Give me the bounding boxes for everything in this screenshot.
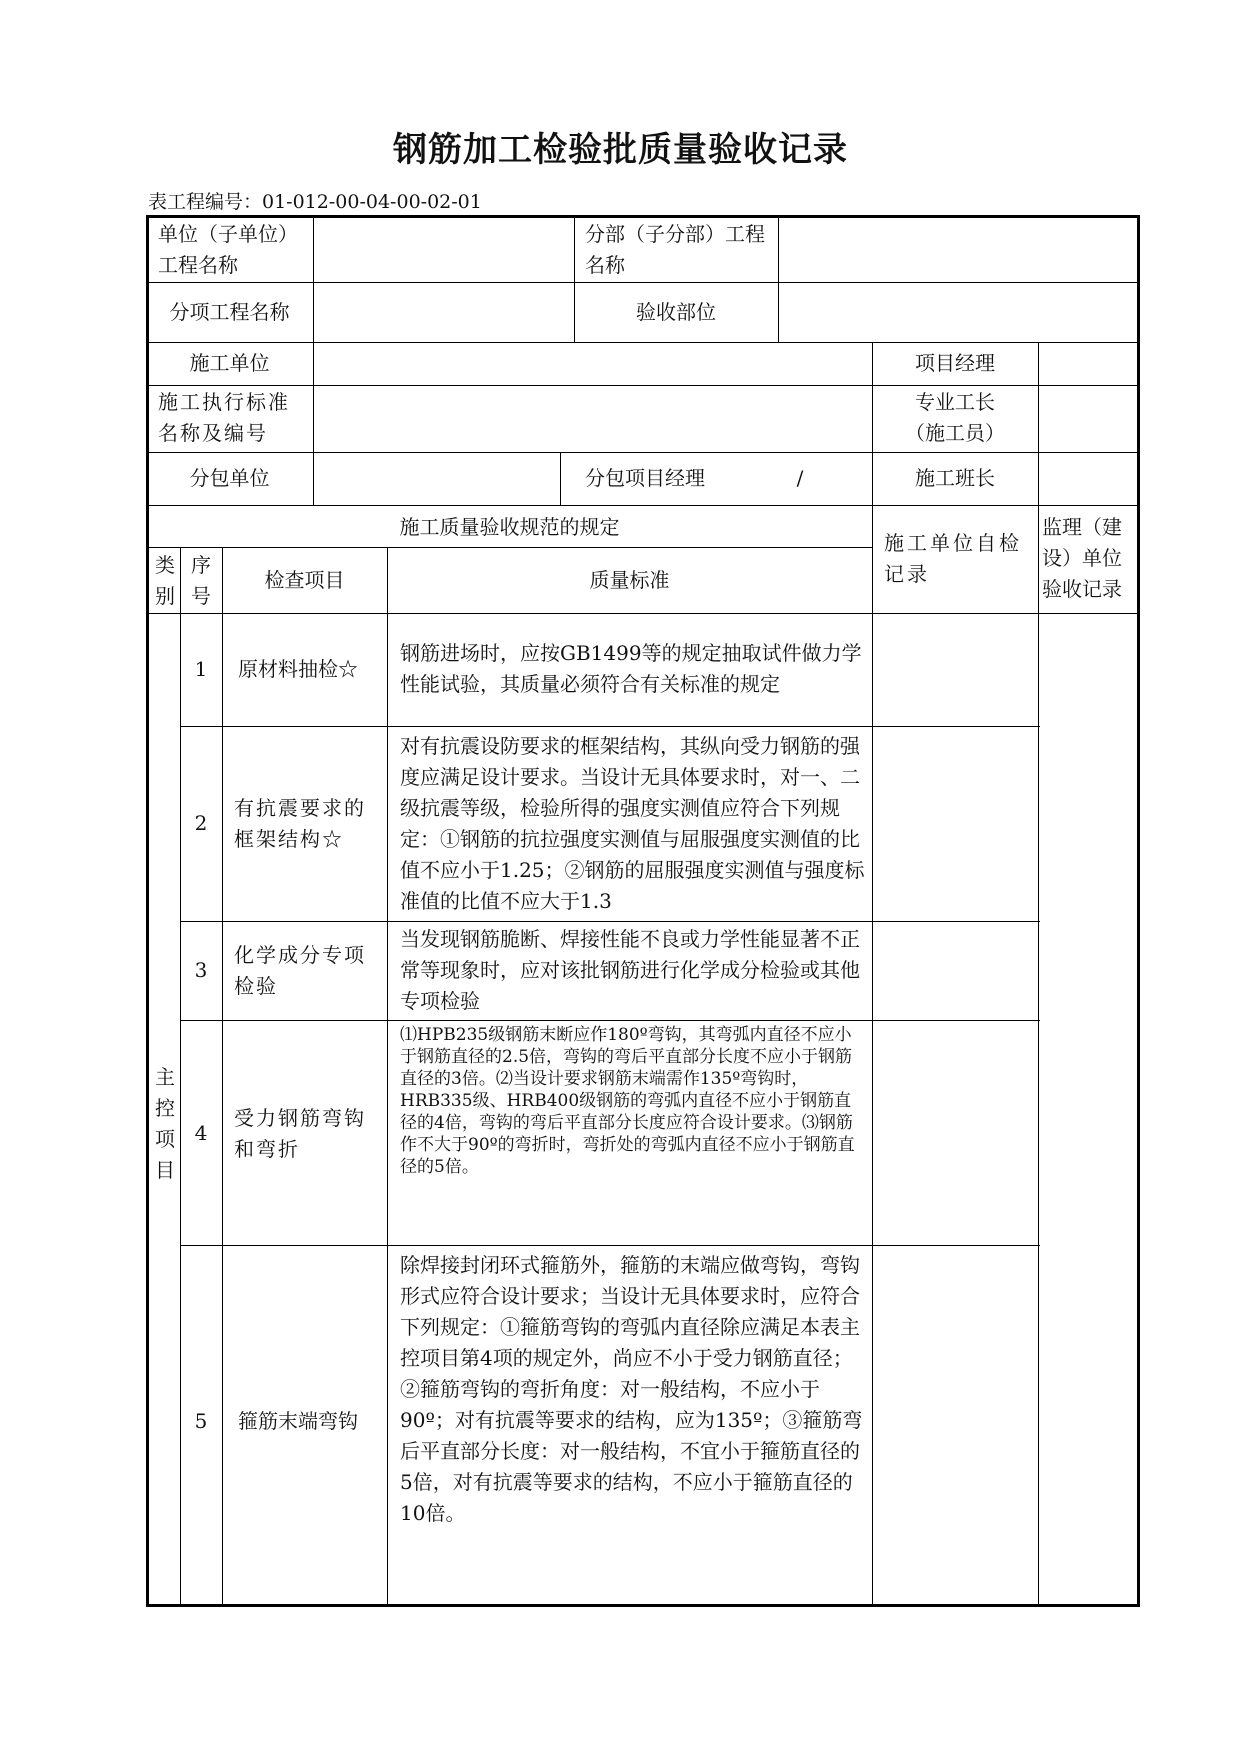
sub-pm-label: 分包项目经理 xyxy=(585,466,705,490)
row-4-standard: ⑴HPB235级钢筋末断应作180º弯钩，其弯弧内直径不应小于钢筋直径的2.5倍，弯钩的弯后平直部分长度不应小于钢筋直径的3倍。⑵当设计要求钢筋末端需作135º弯钩时，HRB335级、HRB400级钢筋的弯弧内直径不应小于钢筋直径的4倍，弯钩的弯后平直部分长度应符合设计要求。⑶钢筋作不大于90º的弯折时，弯折处的弯弧内直径不应小于钢筋直径的5倍。 xyxy=(400,1025,855,1177)
row-3-serial: 3 xyxy=(194,958,208,982)
quality-standard-header: 质量标准 xyxy=(589,568,670,592)
unit-name-label: 单位（子单位）工程名称 xyxy=(158,222,298,277)
construction-unit-label: 施工单位 xyxy=(189,351,270,375)
row-1-item: 原材料抽检☆ xyxy=(238,657,358,681)
main-control-category: 主控项目 xyxy=(155,1065,175,1182)
row-3-item: 化学成分专项检验 xyxy=(234,943,366,998)
row-4-item: 受力钢筋弯钩和弯折 xyxy=(234,1106,366,1161)
regulation-header: 施工质量验收规范的规定 xyxy=(399,515,620,539)
supervision-header: 监理（建设）单位验收记录 xyxy=(1042,515,1122,601)
row-5-standard: 除焊接封闭环式箍筋外，箍筋的末端应做弯钩，弯钩形式应符合设计要求；当设计无具体要求时，应符合下列规定：①箍筋弯钩的弯弧内直径除应满足本表主控项目第4项的规定外，尚应不小于受力钢筋直径；②箍筋弯钩的弯折角度：对一般结构，不应小于90º；对有抗震等要求的结构，应为135º；③箍筋弯后平直部分长度：对一般结构，不宜小于箍筋直径的5倍，对有抗震等要求的结构，不应小于箍筋直径的10倍。 xyxy=(400,1253,863,1525)
page-title: 钢筋加工检验批质量验收记录 xyxy=(393,130,848,170)
inspection-item-header: 检查项目 xyxy=(264,568,345,592)
row-5-item: 箍筋末端弯钩 xyxy=(238,1409,358,1433)
row-1-serial: 1 xyxy=(194,657,208,681)
row-2-serial: 2 xyxy=(194,811,208,835)
sub-pm-value: / xyxy=(796,466,804,490)
standard-label: 施工执行标准名称及编号 xyxy=(158,390,290,445)
team-leader-label: 施工班长 xyxy=(915,466,995,490)
project-manager-label: 项目经理 xyxy=(915,351,995,375)
self-check-header: 施工单位自检记录 xyxy=(884,531,1022,586)
row-5-serial: 5 xyxy=(194,1409,208,1433)
row-4-serial: 4 xyxy=(194,1121,208,1145)
row-2-item: 有抗震要求的框架结构☆ xyxy=(234,796,366,851)
row-2-standard: 对有抗震设防要求的框架结构，其纵向受力钢筋的强度应满足设计要求。当设计无具体要求时，对一、二级抗震等级，检验所得的强度实测值应符合下列规定：①钢筋的抗拉强度实测值与屈服强度实测值的比值不应小于1.25；②钢筋的屈服强度实测值与强度标准值的比值不应大于1.3 xyxy=(400,734,865,913)
subcontractor-label: 分包单位 xyxy=(189,466,270,490)
serial-header: 序号 xyxy=(191,553,211,608)
category-header: 类别 xyxy=(155,553,175,608)
division-name-label: 分部（子分部）工程名称 xyxy=(585,222,765,277)
foreman-label: 专业工长（施工员） xyxy=(905,390,1005,445)
form-code: 表工程编号：01-012-00-04-00-02-01 xyxy=(148,191,482,213)
subitem-name-label: 分项工程名称 xyxy=(169,300,290,324)
row-3-standard: 当发现钢筋脆断、焊接性能不良或力学性能显著不正常等现象时，应对该批钢筋进行化学成分检验或其他专项检验 xyxy=(400,927,860,1013)
acceptance-part-label: 验收部位 xyxy=(636,300,716,324)
row-1-standard: 钢筋进场时，应按GB1499等的规定抽取试件做力学性能试验，其质量必须符合有关标准的规定 xyxy=(400,641,862,696)
